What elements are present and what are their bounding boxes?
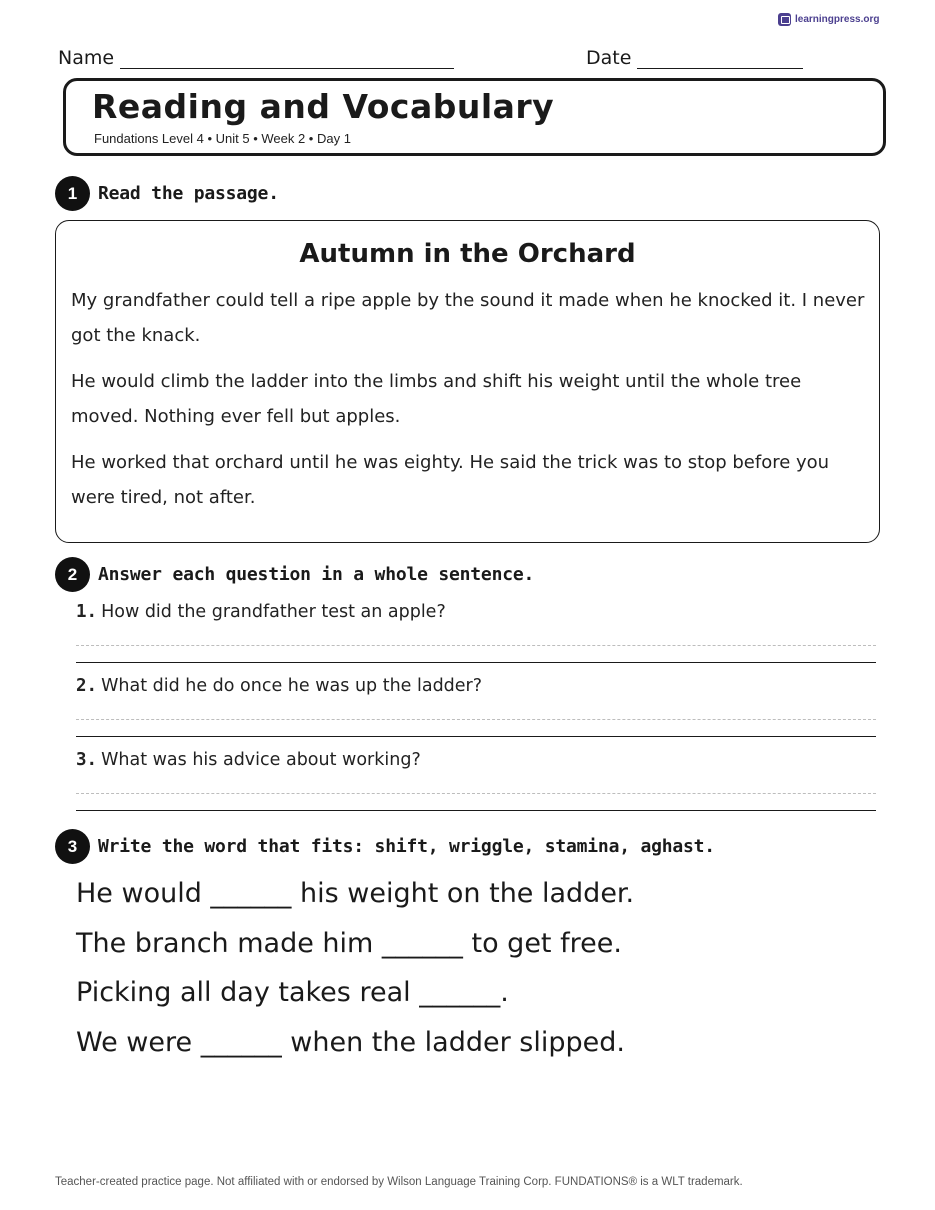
- passage-paragraph: He worked that orchard until he was eighty. He said the trick was to stop before you were tired, not after.: [71, 452, 830, 508]
- page-subtitle: Fundations Level 4 • Unit 5 • Week 2 • Day 1: [94, 131, 351, 146]
- title-box: [63, 78, 886, 156]
- section-2-heading: [55, 557, 534, 592]
- question-text: What did he do once he was up the ladder?: [101, 676, 483, 696]
- name-line[interactable]: [120, 48, 454, 69]
- question-number: 1.: [76, 602, 98, 622]
- answer-guide-line: [76, 645, 876, 646]
- answer-guide-line: [76, 793, 876, 794]
- question: [76, 602, 446, 622]
- date-label: Date: [586, 47, 632, 69]
- section-instruction: Write the word that fits: shift, wriggle, stamina, aghast.: [98, 836, 715, 857]
- answer-line[interactable]: [76, 810, 876, 811]
- answer-line[interactable]: [76, 736, 876, 737]
- brand-text: learningpress.org: [795, 14, 880, 25]
- step-number: 2: [55, 557, 90, 592]
- section-3-heading: [55, 829, 715, 864]
- date-field: [586, 47, 803, 69]
- vocab-sentence: We were ______ when the ladder slipped.: [76, 1027, 625, 1058]
- question-text: How did the grandfather test an apple?: [101, 602, 446, 622]
- passage-paragraph: He would climb the ladder into the limbs and shift his weight until the whole tree moved. Nothing ever fell but apples.: [71, 371, 802, 427]
- section-1-heading: [55, 176, 279, 211]
- question-number: 2.: [76, 676, 98, 696]
- section-instruction: Answer each question in a whole sentence.: [98, 564, 535, 585]
- question: [76, 750, 421, 770]
- vocab-sentence: The branch made him ______ to get free.: [76, 928, 622, 959]
- name-field: [58, 47, 454, 69]
- step-number: 1: [55, 176, 90, 211]
- brand-logo: [778, 13, 879, 26]
- question-number: 3.: [76, 750, 98, 770]
- book-icon: [778, 13, 791, 26]
- question-text: What was his advice about working?: [101, 750, 421, 770]
- step-number: 3: [55, 829, 90, 864]
- page-title: Reading and Vocabulary: [92, 87, 555, 126]
- question: [76, 676, 482, 696]
- name-label: Name: [58, 47, 115, 69]
- answer-line[interactable]: [76, 662, 876, 663]
- footer-disclaimer: Teacher-created practice page. Not affiliated with or endorsed by Wilson Language Training Corp. FUNDATIONS® is a WLT trademark.: [55, 1176, 743, 1188]
- answer-guide-line: [76, 719, 876, 720]
- passage-title: Autumn in the Orchard: [299, 239, 636, 269]
- section-instruction: Read the passage.: [98, 183, 279, 204]
- date-line[interactable]: [637, 48, 803, 69]
- vocab-sentence: Picking all day takes real ______.: [76, 977, 509, 1008]
- passage-paragraph: My grandfather could tell a ripe apple by the sound it made when he knocked it. I never got the knack.: [71, 290, 865, 346]
- vocab-sentence: He would ______ his weight on the ladder.: [76, 878, 635, 909]
- passage-box: [55, 220, 880, 543]
